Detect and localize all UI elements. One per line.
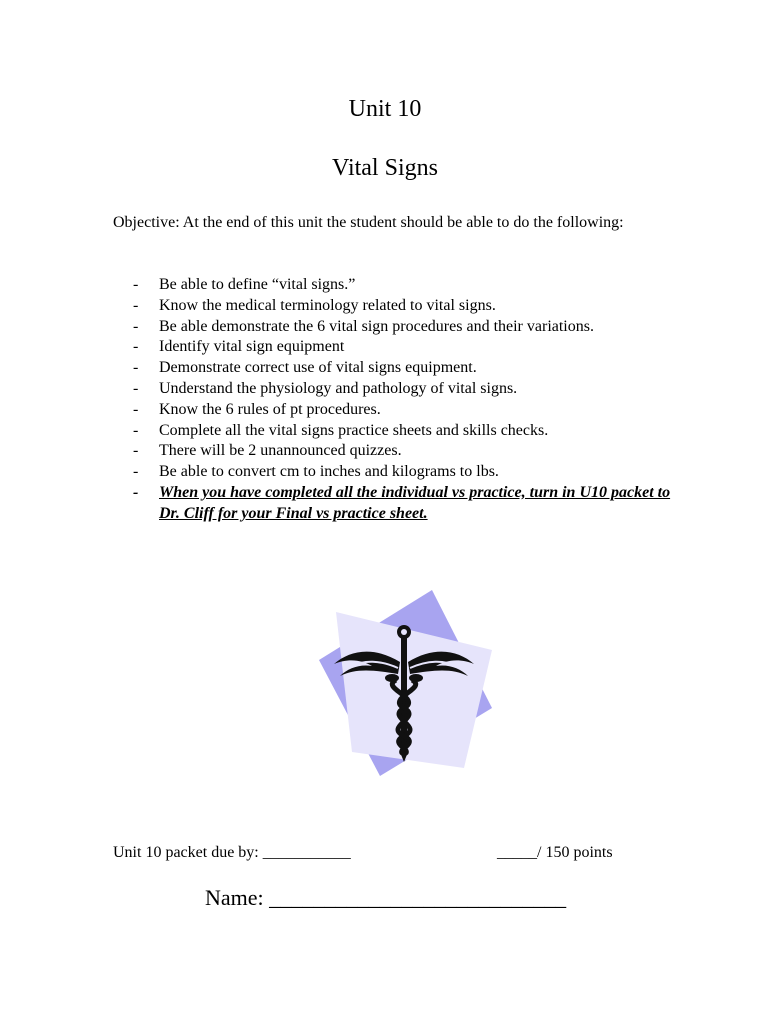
list-item-text: When you have completed all the individual vs practice, turn in U10 packet to Dr. Cliff for your Final vs practice sheet. bbox=[159, 483, 671, 522]
list-item-text: Be able to convert cm to inches and kilograms to lbs. bbox=[159, 463, 499, 481]
bullet-dash: - bbox=[133, 442, 139, 460]
caduceus-icon bbox=[314, 588, 494, 778]
serpent-head-left bbox=[385, 674, 399, 682]
list-item bbox=[133, 337, 673, 358]
list-item bbox=[133, 441, 673, 462]
points-line: _____/ 150 points bbox=[497, 844, 613, 861]
list-item bbox=[133, 317, 673, 338]
list-item-text: Understand the physiology and pathology of vital signs. bbox=[159, 379, 518, 397]
bullet-dash: - bbox=[133, 483, 139, 501]
unit-title: Unit 10 bbox=[348, 96, 422, 122]
list-item bbox=[133, 275, 673, 296]
list-item bbox=[133, 462, 673, 483]
list-item bbox=[133, 379, 673, 400]
bullet-dash: - bbox=[133, 276, 139, 293]
list-item bbox=[133, 400, 673, 421]
list-item bbox=[133, 421, 673, 442]
list-item-text: Complete all the vital signs practice sheets and skills checks. bbox=[159, 421, 549, 439]
bullet-dash: - bbox=[133, 317, 139, 335]
staff-knob-shine bbox=[401, 629, 407, 635]
bullet-dash: - bbox=[133, 338, 139, 356]
list-item-text: Be able to define “vital signs.” bbox=[159, 276, 356, 293]
list-item bbox=[133, 358, 673, 379]
caduceus-clipart bbox=[314, 588, 494, 778]
list-item-emphasis bbox=[133, 483, 673, 525]
bullet-dash: - bbox=[133, 359, 139, 377]
objectives-list bbox=[133, 275, 673, 525]
list-item-text: Know the 6 rules of pt procedures. bbox=[159, 400, 381, 418]
list-item-text: Demonstrate correct use of vital signs equipment. bbox=[159, 359, 477, 377]
objective-text: Objective: At the end of this unit the student should be able to do the following: bbox=[113, 214, 624, 231]
due-date-line: Unit 10 packet due by: ___________ bbox=[113, 844, 351, 861]
bullet-dash: - bbox=[133, 400, 139, 418]
name-line: Name: ___________________________ bbox=[205, 885, 567, 910]
list-item bbox=[133, 296, 673, 317]
serpent-head-right bbox=[409, 674, 423, 682]
list-item-text: Identify vital sign equipment bbox=[159, 338, 345, 356]
list-item-text: Be able demonstrate the 6 vital sign procedures and their variations. bbox=[159, 317, 594, 335]
list-item-text: Know the medical terminology related to vital signs. bbox=[159, 296, 496, 314]
list-item-text: There will be 2 unannounced quizzes. bbox=[159, 442, 402, 460]
page-title: Vital Signs bbox=[332, 155, 438, 181]
bullet-dash: - bbox=[133, 296, 139, 314]
bullet-dash: - bbox=[133, 379, 139, 397]
bullet-dash: - bbox=[133, 463, 139, 481]
bullet-dash: - bbox=[133, 421, 139, 439]
